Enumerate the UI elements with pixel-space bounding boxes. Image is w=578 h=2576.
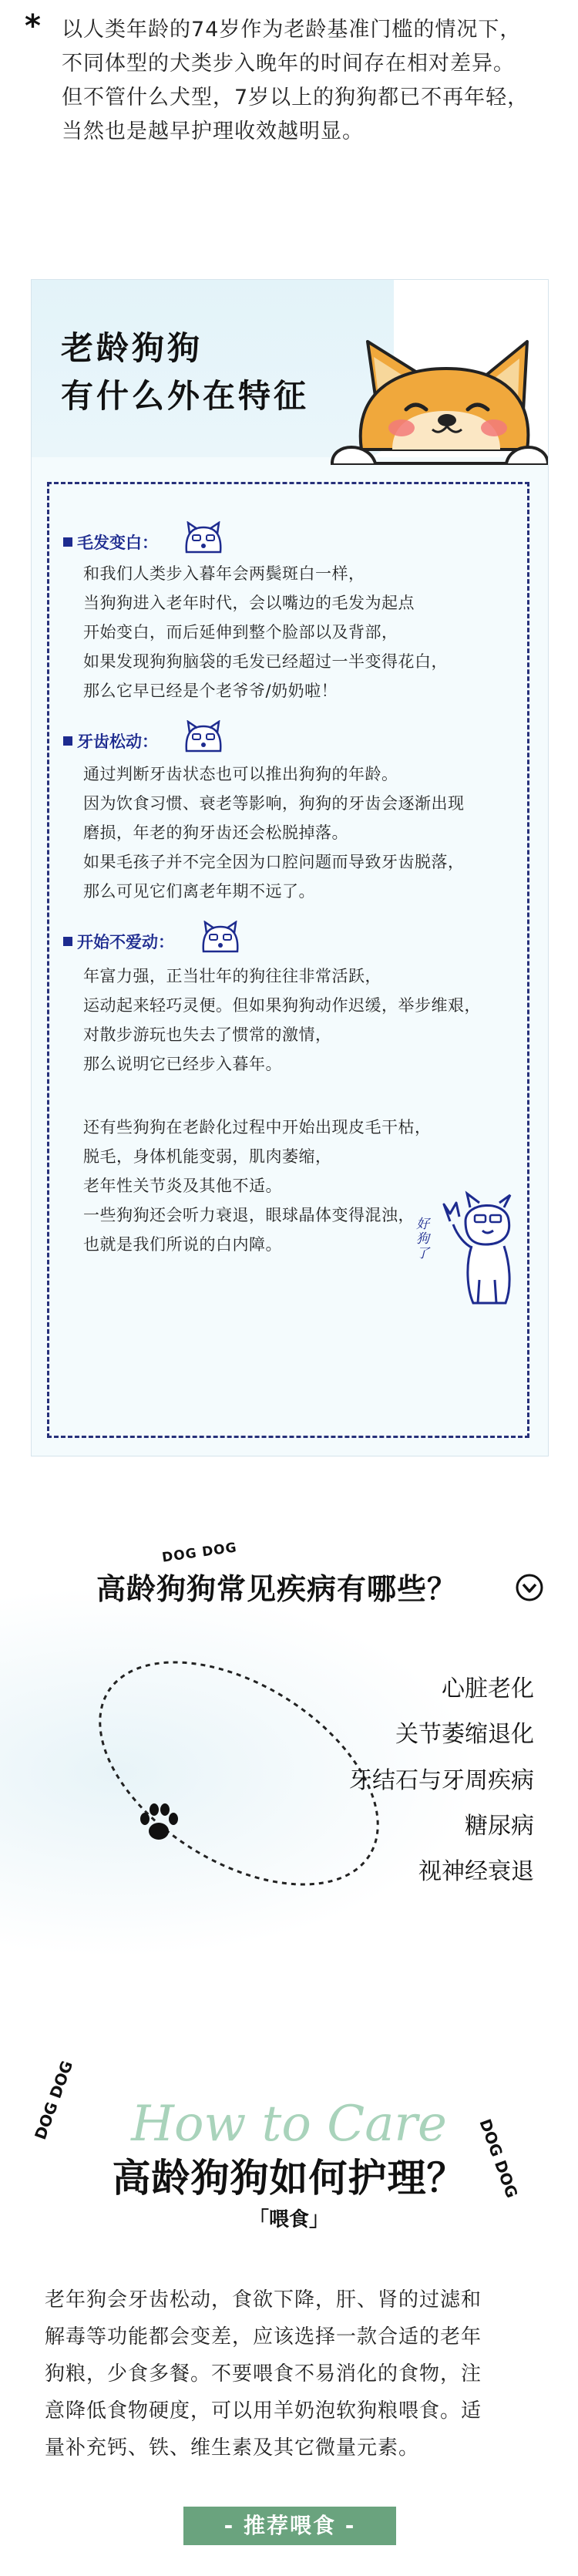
recommend-feeding-button[interactable]: - 推荐喂食 - xyxy=(183,2507,396,2545)
paw-print-icon xyxy=(136,1800,182,1847)
square-bullet-icon xyxy=(63,937,72,946)
shiba-dog-illustration xyxy=(331,334,548,473)
care-line-5: 量补充钙、铁、维生素及其它微量元素。 xyxy=(45,2436,420,2460)
section-2-line-3: 磨损，年老的狗牙齿还会松脱掉落。 xyxy=(83,823,348,842)
section-1-line-3: 开始变白，而后延伸到整个脸部以及背部， xyxy=(83,623,398,641)
intro-line-3: 但不管什么犬型，7岁以上的狗狗都已不再年轻， xyxy=(62,86,529,109)
section-2-line-1: 通过判断牙齿状态也可以推出狗狗的年龄。 xyxy=(83,765,398,783)
extra-line-5: 也就是我们所说的白内障。 xyxy=(83,1235,282,1254)
care-line-3: 狗粮，少食多餐。不要喂食不易消化的食物，注 xyxy=(45,2362,482,2386)
square-bullet-icon xyxy=(63,736,72,746)
signature-text: 好狗了 xyxy=(413,1217,428,1261)
section-2-line-4: 如果毛孩子并不完全因为口腔问题而导致牙齿脱落， xyxy=(83,853,465,871)
section-3-line-2: 运动起来轻巧灵便。但如果狗狗动作迟缓，举步维艰， xyxy=(83,996,481,1015)
section-2-line-5: 那么可见它们离老年期不远了。 xyxy=(83,882,315,901)
dog-face-icon xyxy=(182,521,225,555)
section-2-line-2: 因为饮食习惯、衰老等影响，狗狗的牙齿会逐渐出现 xyxy=(83,794,465,813)
how-to-care-script: How to Care xyxy=(131,2096,447,2153)
features-card xyxy=(31,279,549,1456)
features-title-line-1: 老龄狗狗 xyxy=(61,329,203,367)
dog-face-icon xyxy=(199,921,242,955)
dog-dog-label: DOG DOG xyxy=(161,1540,238,1566)
section-3-line-4: 那么说明它已经步入暮年。 xyxy=(83,1055,282,1073)
dog-dog-side-label-right: DOG DOG xyxy=(476,2116,522,2201)
extra-line-4: 一些狗狗还会听力衰退，眼球晶体变得混浊， xyxy=(83,1206,415,1224)
disease-item-2: 关节萎缩退化 xyxy=(395,1721,534,1748)
features-dashed-box xyxy=(47,482,529,1438)
intro-line-1: 以人类年龄的74岁作为老龄基准门槛的情况下， xyxy=(62,18,522,42)
intro-line-2: 不同体型的犬类步入晚年的时间存在相对差异。 xyxy=(62,52,515,76)
section-3-line-1: 年富力强，正当壮年的狗往往非常活跃， xyxy=(83,967,381,985)
disease-item-5: 视神经衰退 xyxy=(418,1858,534,1885)
section-1-line-1: 和我们人类步入暮年会两鬓斑白一样， xyxy=(83,564,365,583)
section-1-line-2: 当狗狗进入老年时代，会以嘴边的毛发为起点 xyxy=(83,594,415,612)
features-title-line-2: 有什么外在特征 xyxy=(61,377,310,415)
section-heading-white-hair: 毛发变白： xyxy=(63,530,158,554)
chevron-down-circle-icon[interactable] xyxy=(515,1573,544,1602)
care-line-2: 解毒等功能都会变差，应该选择一款合适的老年 xyxy=(45,2325,482,2349)
disease-item-4: 糖尿病 xyxy=(465,1813,534,1840)
extra-line-2: 脱毛，身体机能变弱，肌肉萎缩， xyxy=(83,1147,332,1166)
care-line-4: 意降低食物硬度，可以用羊奶泡软狗粮喂食。适 xyxy=(45,2399,482,2423)
section-heading-inactive: 开始不爱动： xyxy=(63,930,174,953)
care-line-1: 老年狗会牙齿松动，食欲下降，肝、肾的过滤和 xyxy=(45,2288,482,2312)
section-heading-loose-teeth: 牙齿松动： xyxy=(63,729,158,753)
care-title: 高龄狗狗如何护理？ xyxy=(112,2156,466,2201)
intro-asterisk: * xyxy=(25,8,41,44)
dog-face-icon xyxy=(182,720,225,754)
extra-line-3: 老年性关节炎及其他不适。 xyxy=(83,1177,282,1195)
section-1-line-5: 那么它早已经是个老爷爷/奶奶啦！ xyxy=(83,682,338,700)
care-subtitle: 「喂食」 xyxy=(248,2208,329,2231)
dog-dog-side-label-left: DOG DOG xyxy=(31,2058,77,2143)
section-3-line-3: 对散步游玩也失去了惯常的激情， xyxy=(83,1025,332,1044)
intro-line-4: 当然也是越早护理收效越明显。 xyxy=(62,120,364,143)
disease-item-1: 心脏老化 xyxy=(442,1675,534,1702)
disease-item-3: 牙结石与牙周疾病 xyxy=(349,1767,534,1794)
extra-line-1: 还有些狗狗在老龄化过程中开始出现皮毛干枯， xyxy=(83,1118,432,1136)
square-bullet-icon xyxy=(63,537,72,547)
waving-dog-illustration xyxy=(435,1190,519,1306)
diseases-title: 高龄狗狗常见疾病有哪些？ xyxy=(96,1572,458,1606)
section-1-line-4: 如果发现狗狗脑袋的毛发已经超过一半变得花白， xyxy=(83,652,448,671)
